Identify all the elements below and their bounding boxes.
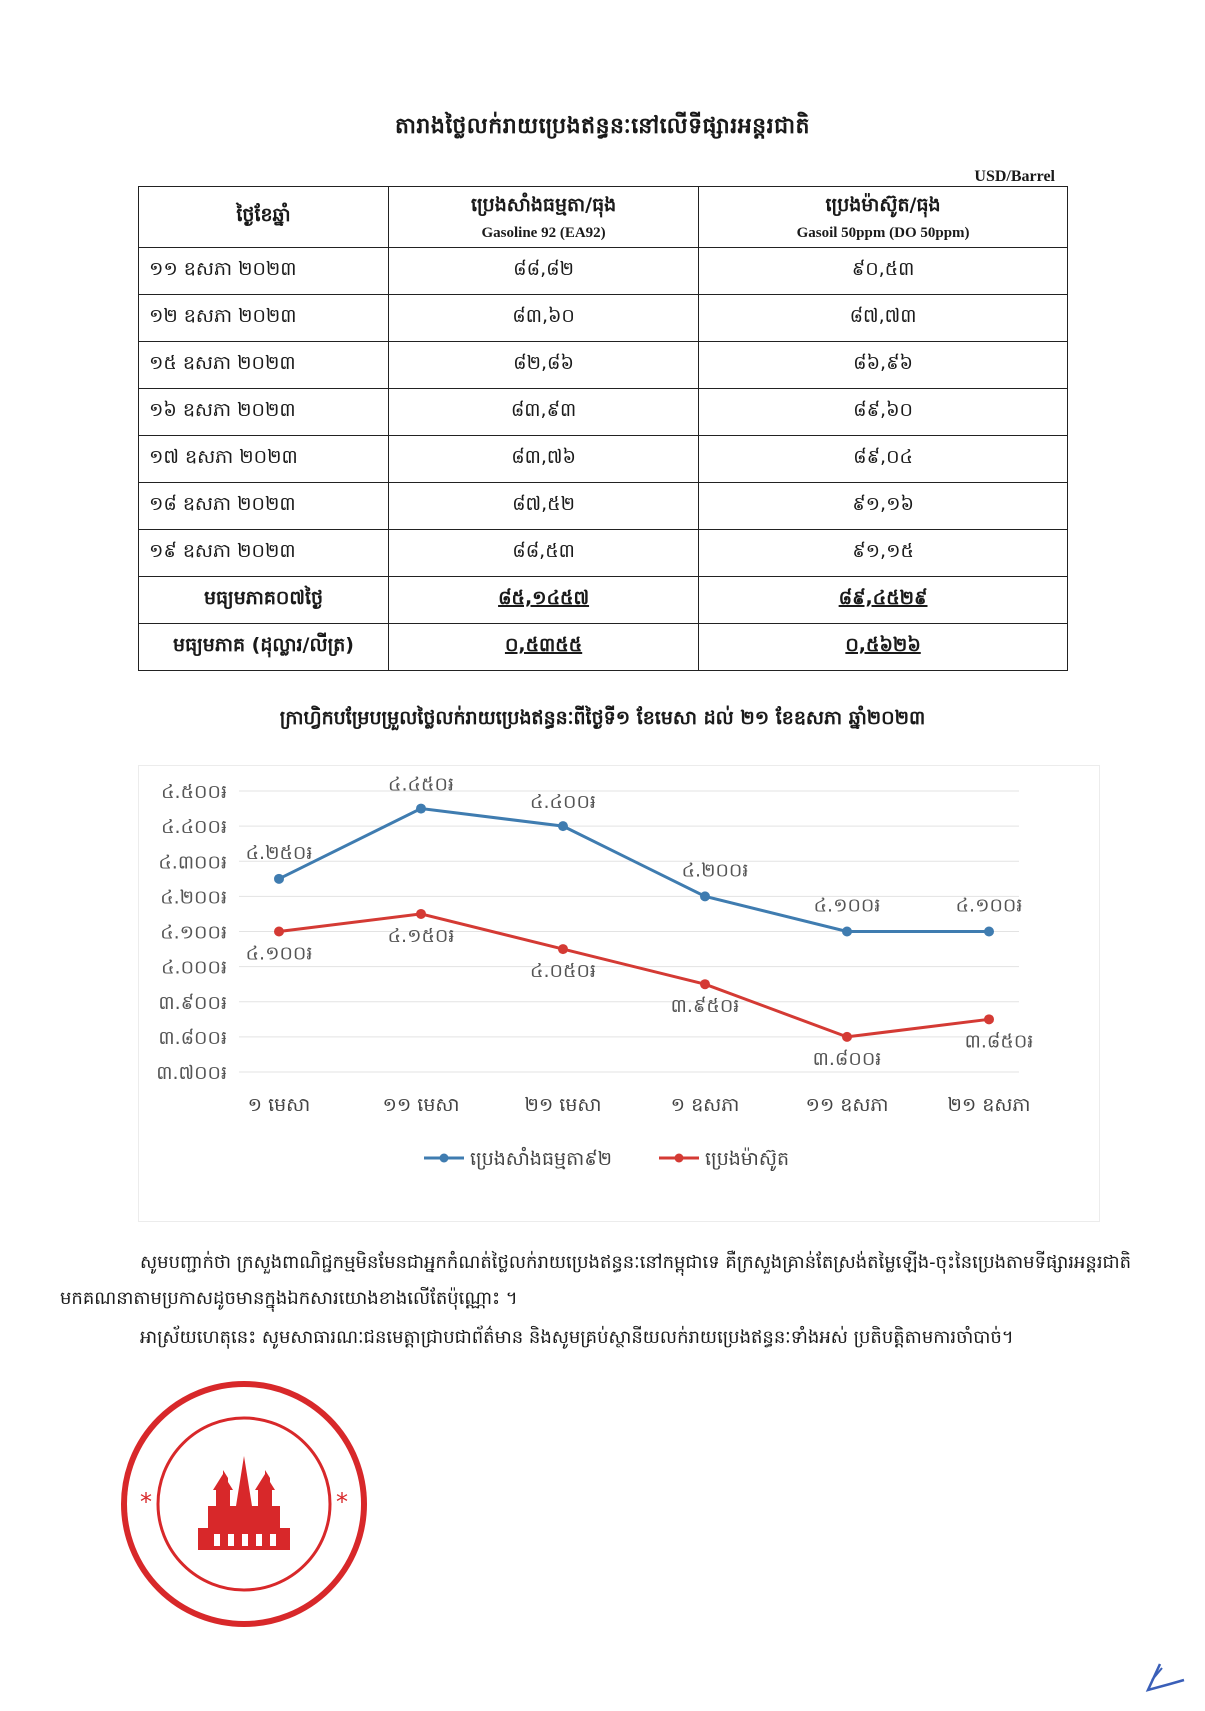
data-label: ៤.១៥០៛ bbox=[387, 924, 455, 947]
avg-liter-label: មធ្យមភាគ (ដុល្លារ/លីត្រ) bbox=[139, 624, 389, 671]
data-point bbox=[984, 927, 994, 937]
avg-liter-gasoline-value: ០,៥៣៥៥ bbox=[504, 634, 583, 656]
x-tick-label: ១១ ឧសភា bbox=[805, 1094, 889, 1116]
price-chart bbox=[138, 765, 1100, 1222]
header-diesel-sub: Gasoil 50ppm (DO 50ppm) bbox=[796, 224, 970, 241]
x-tick-label: ១ ឧសភា bbox=[670, 1094, 740, 1116]
y-tick-label: ៤.៥០០៛ bbox=[161, 781, 227, 803]
row-diesel: ៩០,៥៣ bbox=[699, 248, 1068, 295]
table-row bbox=[139, 248, 1068, 295]
line-chart-svg bbox=[139, 766, 1099, 1221]
avg-liter-diesel bbox=[699, 624, 1068, 671]
y-tick-label: ៤.៣០០៛ bbox=[158, 851, 227, 874]
data-label: ៤.៤៥០៛ bbox=[388, 773, 454, 796]
header-gasoline-label: ប្រេងសាំងធម្មតា/ធុង bbox=[470, 193, 617, 216]
legend-label: ប្រេងម៉ាស៊ូត bbox=[705, 1148, 790, 1170]
row-gasoline: ៨៣,៩៣ bbox=[389, 389, 699, 436]
row-gasoline: ៨៨,៥៣ bbox=[389, 530, 699, 577]
svg-text:*: * bbox=[140, 1488, 152, 1516]
ministry-seal bbox=[118, 1378, 370, 1630]
avg-liter-row bbox=[139, 624, 1068, 671]
data-point bbox=[558, 821, 568, 831]
data-label: ៤.២៥០៛ bbox=[245, 841, 313, 864]
data-label: ៤.៤០០៛ bbox=[530, 791, 596, 814]
data-point bbox=[842, 927, 852, 937]
x-tick-label: ១១ មេសា bbox=[382, 1094, 460, 1116]
avg7-row bbox=[139, 577, 1068, 624]
chart-title: ក្រាហ្វិកបម្រែបម្រួលថ្លៃលក់រាយប្រេងឥន្ធនៈពីថ្ងៃទី១ ខែមេសា ដល់ ២១ ខែឧសភា ឆ្នាំ២០២៣ bbox=[279, 707, 926, 729]
data-point bbox=[274, 927, 284, 937]
data-label: ៤.១០០៛ bbox=[245, 942, 313, 965]
x-tick-label: ២១ មេសា bbox=[524, 1094, 602, 1116]
avg7-label: មធ្យមភាគ០៧ថ្ងៃ bbox=[139, 577, 389, 624]
unit-label: USD/Barrel bbox=[974, 168, 1055, 185]
data-point bbox=[416, 909, 426, 919]
data-point bbox=[558, 944, 568, 954]
data-label: ៣.៨០០៛ bbox=[812, 1047, 882, 1070]
data-point bbox=[842, 1032, 852, 1042]
row-gasoline: ៨៣,៧៦ bbox=[389, 436, 699, 483]
row-date: ១៩ ឧសភា ២០២៣ bbox=[139, 530, 389, 577]
table-row bbox=[139, 483, 1068, 530]
signature-mark bbox=[1140, 1656, 1190, 1696]
data-label: ៤.២០០៛ bbox=[681, 859, 749, 882]
x-tick-label: ២១ ឧសភា bbox=[947, 1094, 1031, 1116]
y-tick-label: ៤.១០០៛ bbox=[160, 921, 227, 944]
legend-marker bbox=[440, 1154, 449, 1163]
data-point bbox=[700, 891, 710, 901]
table-header-row bbox=[139, 187, 1068, 248]
note-paragraph-1: សូមបញ្ជាក់ថា ក្រសួងពាណិជ្ជកម្មមិនមែនជាអ្នកកំណត់ថ្លៃលក់រាយប្រេងឥន្ធនៈនៅកម្ពុជាទេ គឺក្រសួងគ្រាន់តែស្រង់តម្លៃឡើង-ចុះនៃប្រេងតាមទីផ្សារអន្តរជាតិ មកគណនាតាមប្រកាសដូចមានក្នុងឯកសារយោងខាងលើតែប៉ុណ្ណោះ ។ bbox=[60, 1252, 1132, 1309]
table-row bbox=[139, 295, 1068, 342]
row-gasoline: ៨៨,៨២ bbox=[389, 248, 699, 295]
table-row bbox=[139, 436, 1068, 483]
y-tick-label: ៣.៨០០៛ bbox=[158, 1026, 227, 1049]
legend-label: ប្រេងសាំងធម្មតា៩២ bbox=[470, 1148, 613, 1170]
series-line bbox=[279, 809, 989, 932]
svg-text:*: * bbox=[336, 1488, 348, 1516]
row-diesel: ៨៩,០៤ bbox=[699, 436, 1068, 483]
data-point bbox=[984, 1014, 994, 1024]
row-gasoline: ៨៧,៥២ bbox=[389, 483, 699, 530]
header-gasoline-sub: Gasoline 92 (EA92) bbox=[481, 224, 606, 241]
header-gasoline bbox=[389, 187, 699, 248]
data-point bbox=[416, 804, 426, 814]
row-gasoline: ៨៣,៦០ bbox=[389, 295, 699, 342]
row-diesel: ៨៩,៦០ bbox=[699, 389, 1068, 436]
document-title: តារាងថ្លៃលក់រាយប្រេងឥន្ធនៈនៅលើទីផ្សារអន្តរជាតិ bbox=[394, 114, 811, 139]
header-date: ថ្ងៃខែឆ្នាំ bbox=[139, 187, 389, 248]
avg7-diesel bbox=[699, 577, 1068, 624]
data-point bbox=[274, 874, 284, 884]
avg7-gasoline bbox=[389, 577, 699, 624]
row-gasoline: ៨២,៨៦ bbox=[389, 342, 699, 389]
y-tick-label: ៤.៤០០៛ bbox=[161, 816, 227, 839]
data-label: ៣.៩៥០៛ bbox=[670, 995, 740, 1018]
header-diesel-label: ប្រេងម៉ាស៊ូត/ធុង bbox=[825, 193, 941, 216]
legend-marker bbox=[675, 1154, 684, 1163]
row-diesel: ៨៦,៩៦ bbox=[699, 342, 1068, 389]
y-tick-label: ៤.២០០៛ bbox=[160, 886, 227, 909]
table-row bbox=[139, 342, 1068, 389]
table-row bbox=[139, 389, 1068, 436]
avg7-diesel-value: ៨៩,៤៥២៩ bbox=[838, 587, 928, 609]
row-diesel: ៩១,១៦ bbox=[699, 483, 1068, 530]
y-tick-label: ៣.៧០០៛ bbox=[156, 1062, 227, 1084]
x-tick-label: ១ មេសា bbox=[247, 1094, 311, 1116]
y-tick-label: ៣.៩០០៛ bbox=[158, 991, 227, 1014]
price-table bbox=[138, 186, 1068, 671]
note-paragraph-2: អាស្រ័យហេតុនេះ សូមសាធារណៈជនមេត្តាជ្រាបជាព័ត៌មាន និងសូមគ្រប់ស្ថានីយលក់រាយប្រេងឥន្ធនៈទាំងអស់ ប្រតិបត្តិតាមការចាំបាច់។ bbox=[140, 1327, 1014, 1348]
avg7-gasoline-value: ៨៥,១៤៥៧ bbox=[498, 587, 590, 609]
row-date: ១៧ ឧសភា ២០២៣ bbox=[139, 436, 389, 483]
data-label: ៤.០៥០៛ bbox=[530, 960, 596, 983]
row-date: ១២ ឧសភា ២០២៣ bbox=[139, 295, 389, 342]
table-row bbox=[139, 530, 1068, 577]
y-tick-label: ៤.០០០៛ bbox=[161, 956, 227, 979]
avg-liter-gasoline bbox=[389, 624, 699, 671]
header-diesel bbox=[699, 187, 1068, 248]
row-date: ១៨ ឧសភា ២០២៣ bbox=[139, 483, 389, 530]
data-label: ៣.៨៥០៛ bbox=[964, 1030, 1034, 1053]
row-date: ១៦ ឧសភា ២០២៣ bbox=[139, 389, 389, 436]
row-date: ១១ ឧសភា ២០២៣ bbox=[139, 248, 389, 295]
row-date: ១៥ ឧសភា ២០២៣ bbox=[139, 342, 389, 389]
row-diesel: ៩១,១៥ bbox=[699, 530, 1068, 577]
data-label: ៤.១០០៛ bbox=[955, 894, 1023, 917]
data-label: ៤.១០០៛ bbox=[813, 894, 881, 917]
data-point bbox=[700, 979, 710, 989]
row-diesel: ៨៧,៧៣ bbox=[699, 295, 1068, 342]
avg-liter-diesel-value: ០,៥៦២៦ bbox=[845, 634, 921, 656]
